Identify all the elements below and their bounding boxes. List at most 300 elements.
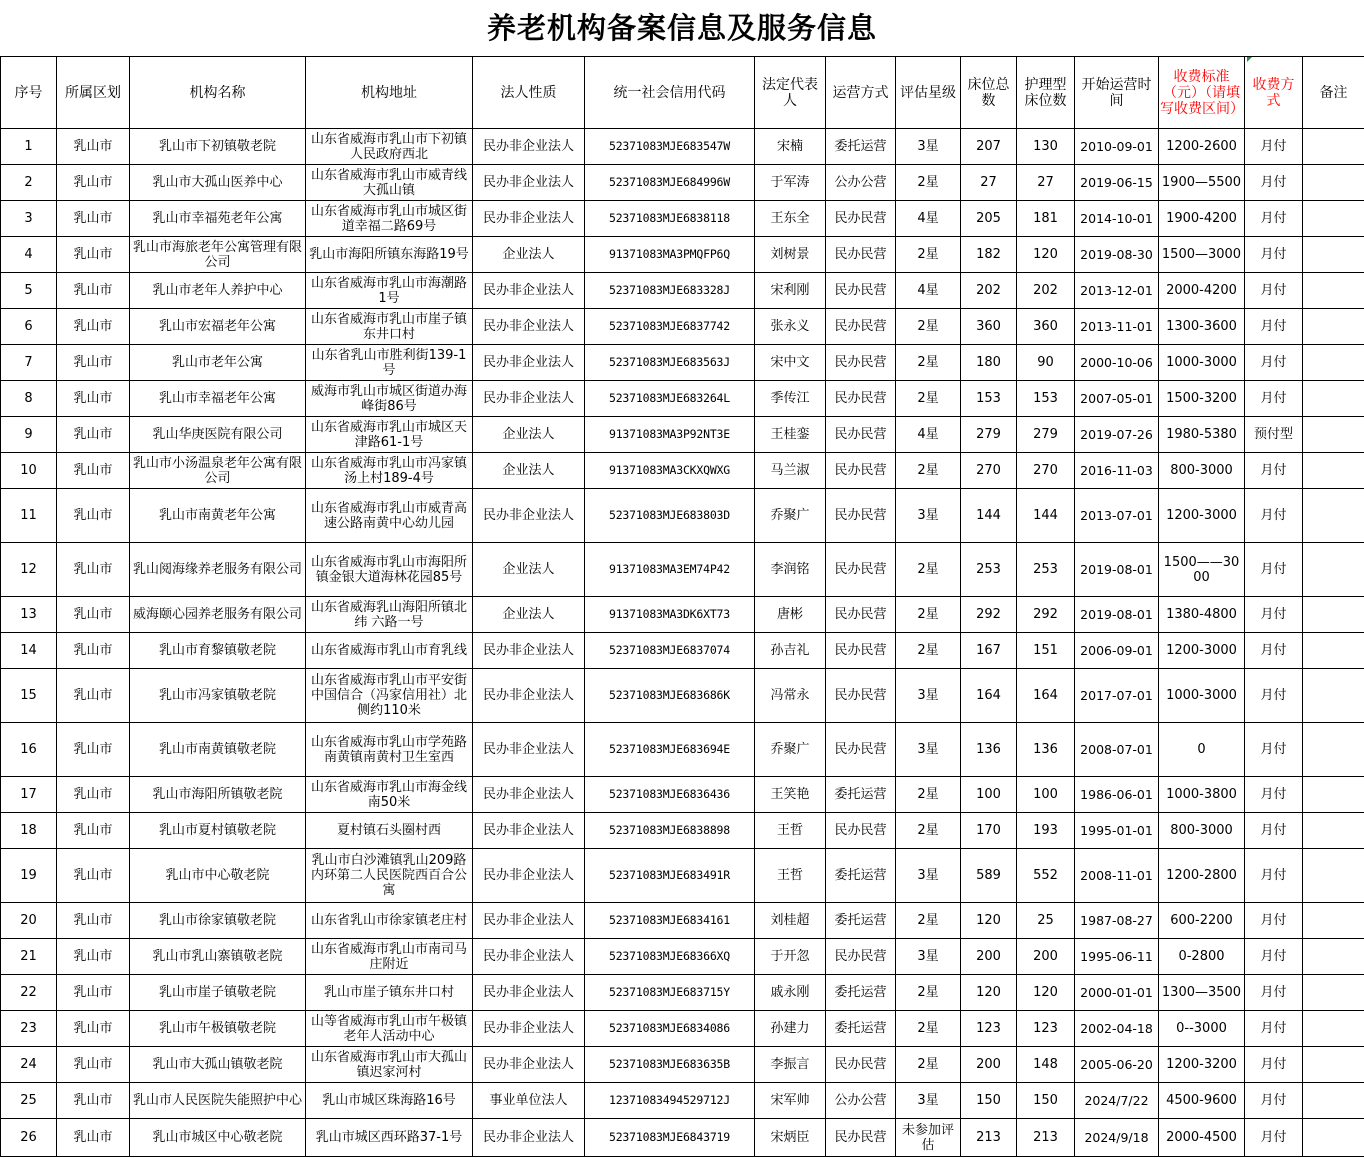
- row-start-date: 2013-12-01: [1075, 273, 1159, 309]
- table-body: [1, 129, 1364, 1157]
- row-beds: 167: [961, 633, 1017, 669]
- row-legal-type: 民办非企业法人: [473, 723, 585, 777]
- row-district: 乳山市: [57, 489, 130, 543]
- row-credit-code: 52371083MJE683715Y: [585, 975, 755, 1011]
- row-legal-rep: 乔聚广: [755, 489, 826, 543]
- header-beds: 床位总数: [961, 57, 1017, 129]
- table-row: [1, 381, 1364, 417]
- row-credit-code: 52371083MJE684996W: [585, 165, 755, 201]
- row-index: 10: [1, 453, 57, 489]
- header-row: [1, 57, 1364, 129]
- row-district: 乳山市: [57, 597, 130, 633]
- row-start-date: 1987-08-27: [1075, 903, 1159, 939]
- row-fee-range: 0: [1159, 723, 1245, 777]
- row-address: 山东省威海市乳山市大孤山镇迟家河村: [306, 1047, 473, 1083]
- row-start-date: 2019-06-15: [1075, 165, 1159, 201]
- row-name: 乳山阅海缘养老服务有限公司: [130, 543, 306, 597]
- row-rating: 3星: [896, 939, 961, 975]
- row-district: 乳山市: [57, 309, 130, 345]
- row-beds: 144: [961, 489, 1017, 543]
- row-credit-code: 52371083MJE6838118: [585, 201, 755, 237]
- row-fee-range: 0-2800: [1159, 939, 1245, 975]
- row-index: 2: [1, 165, 57, 201]
- row-start-date: 2024/9/18: [1075, 1119, 1159, 1157]
- row-name: 乳山市大孤山镇敬老院: [130, 1047, 306, 1083]
- row-fee-range: 1500-3200: [1159, 381, 1245, 417]
- row-index: 26: [1, 1119, 57, 1157]
- header-rating: 评估星级: [896, 57, 961, 129]
- row-legal-rep: 李振言: [755, 1047, 826, 1083]
- row-start-date: 2019-08-01: [1075, 543, 1159, 597]
- row-remark: [1303, 165, 1364, 201]
- row-beds: 164: [961, 669, 1017, 723]
- row-rating: 4星: [896, 201, 961, 237]
- row-legal-type: 民办非企业法人: [473, 1119, 585, 1157]
- row-operation: 委托运营: [826, 1011, 896, 1047]
- row-payment: 月付: [1245, 813, 1303, 849]
- table-row: [1, 417, 1364, 453]
- row-beds: 360: [961, 309, 1017, 345]
- row-credit-code: 52371083MJE683694E: [585, 723, 755, 777]
- row-name: 乳山市老年公寓: [130, 345, 306, 381]
- row-address: 山东省乳山市胜利街139-1号: [306, 345, 473, 381]
- row-index: 6: [1, 309, 57, 345]
- row-beds: 182: [961, 237, 1017, 273]
- row-operation: 民办民营: [826, 237, 896, 273]
- row-payment: 月付: [1245, 201, 1303, 237]
- row-index: 7: [1, 345, 57, 381]
- row-address: 山等省威海市乳山市午极镇老年人活动中心: [306, 1011, 473, 1047]
- row-address: 山东省威海市乳山市海金线南50米: [306, 777, 473, 813]
- row-beds: 202: [961, 273, 1017, 309]
- row-fee-range: 4500-9600: [1159, 1083, 1245, 1119]
- row-operation: 公办公营: [826, 1083, 896, 1119]
- page-title: 养老机构备案信息及服务信息: [486, 11, 877, 45]
- row-credit-code: 91371083MA3DK6XT73: [585, 597, 755, 633]
- row-remark: [1303, 273, 1364, 309]
- row-operation: 民办民营: [826, 345, 896, 381]
- row-fee-range: 0--3000: [1159, 1011, 1245, 1047]
- row-legal-type: 企业法人: [473, 237, 585, 273]
- row-payment: 月付: [1245, 129, 1303, 165]
- row-legal-rep: 王哲: [755, 813, 826, 849]
- row-credit-code: 52371083MJE683686K: [585, 669, 755, 723]
- row-index: 12: [1, 543, 57, 597]
- row-start-date: 2002-04-18: [1075, 1011, 1159, 1047]
- row-start-date: 2019-07-26: [1075, 417, 1159, 453]
- row-credit-code: 52371083MJE6837074: [585, 633, 755, 669]
- row-fee-range: 1500—3000: [1159, 237, 1245, 273]
- row-index: 5: [1, 273, 57, 309]
- row-care-beds: 153: [1017, 381, 1075, 417]
- row-address: 山东省乳山市徐家镇老庄村: [306, 903, 473, 939]
- row-address: 威海市乳山市城区街道办海峰街86号: [306, 381, 473, 417]
- header-remark: 备注: [1303, 57, 1364, 129]
- row-legal-rep: 马兰淑: [755, 453, 826, 489]
- row-credit-code: 52371083MJE6834161: [585, 903, 755, 939]
- row-fee-range: 1500——3000: [1159, 543, 1245, 597]
- row-payment: 月付: [1245, 1047, 1303, 1083]
- row-fee-range: 1900-4200: [1159, 201, 1245, 237]
- row-operation: 民办民营: [826, 669, 896, 723]
- row-fee-range: 1300—3500: [1159, 975, 1245, 1011]
- table-row: [1, 1083, 1364, 1119]
- row-payment: 月付: [1245, 1011, 1303, 1047]
- row-payment: 月付: [1245, 273, 1303, 309]
- row-credit-code: 91371083MA3PMQFP6Q: [585, 237, 755, 273]
- row-rating: 3星: [896, 1083, 961, 1119]
- row-address: 乳山市海阳所镇东海路19号: [306, 237, 473, 273]
- header-payment: 收费方式: [1245, 57, 1303, 129]
- table-row: [1, 273, 1364, 309]
- row-index: 16: [1, 723, 57, 777]
- row-legal-rep: 于开忽: [755, 939, 826, 975]
- row-index: 19: [1, 849, 57, 903]
- row-operation: 民办民营: [826, 723, 896, 777]
- header-care-beds: 护理型床位数: [1017, 57, 1075, 129]
- header-fee-range: 收费标准（元）（请填写收费区间）: [1159, 57, 1245, 129]
- row-operation: 委托运营: [826, 777, 896, 813]
- row-district: 乳山市: [57, 975, 130, 1011]
- row-credit-code: 52371083MJE68366XQ: [585, 939, 755, 975]
- row-start-date: 2017-07-01: [1075, 669, 1159, 723]
- row-fee-range: 1200-3200: [1159, 1047, 1245, 1083]
- row-legal-type: 企业法人: [473, 453, 585, 489]
- row-care-beds: 123: [1017, 1011, 1075, 1047]
- row-remark: [1303, 309, 1364, 345]
- row-address: 乳山市城区珠海路16号: [306, 1083, 473, 1119]
- row-care-beds: 292: [1017, 597, 1075, 633]
- row-legal-type: 民办非企业法人: [473, 1047, 585, 1083]
- row-credit-code: 91371083MA3CKXQWXG: [585, 453, 755, 489]
- row-operation: 民办民营: [826, 633, 896, 669]
- row-district: 乳山市: [57, 201, 130, 237]
- row-start-date: 2013-11-01: [1075, 309, 1159, 345]
- row-remark: [1303, 345, 1364, 381]
- row-beds: 270: [961, 453, 1017, 489]
- row-address: 乳山市白沙滩镇乳山209路内环第二人民医院西百合公寓: [306, 849, 473, 903]
- row-start-date: 2008-07-01: [1075, 723, 1159, 777]
- row-rating: 3星: [896, 669, 961, 723]
- row-care-beds: 25: [1017, 903, 1075, 939]
- row-legal-rep: 王哲: [755, 849, 826, 903]
- row-index: 14: [1, 633, 57, 669]
- row-name: 乳山市夏村镇敬老院: [130, 813, 306, 849]
- row-fee-range: 1980-5380: [1159, 417, 1245, 453]
- row-district: 乳山市: [57, 1083, 130, 1119]
- row-address: 乳山市城区西环路37-1号: [306, 1119, 473, 1157]
- table-row: [1, 849, 1364, 903]
- row-address: 山东省威海市乳山市海潮路1号: [306, 273, 473, 309]
- row-beds: 205: [961, 201, 1017, 237]
- row-remark: [1303, 597, 1364, 633]
- row-beds: 200: [961, 939, 1017, 975]
- table-row: [1, 669, 1364, 723]
- row-payment: 月付: [1245, 381, 1303, 417]
- row-legal-type: 民办非企业法人: [473, 489, 585, 543]
- row-legal-type: 民办非企业法人: [473, 273, 585, 309]
- row-care-beds: 360: [1017, 309, 1075, 345]
- row-care-beds: 150: [1017, 1083, 1075, 1119]
- row-address: 山东省威海市乳山市学苑路南黄镇南黄村卫生室西: [306, 723, 473, 777]
- row-remark: [1303, 1047, 1364, 1083]
- table-row: [1, 543, 1364, 597]
- row-index: 23: [1, 1011, 57, 1047]
- row-rating: 4星: [896, 273, 961, 309]
- row-payment: 月付: [1245, 975, 1303, 1011]
- row-credit-code: 52371083MJE683635B: [585, 1047, 755, 1083]
- row-district: 乳山市: [57, 453, 130, 489]
- row-credit-code: 52371083MJE6838898: [585, 813, 755, 849]
- row-index: 15: [1, 669, 57, 723]
- row-operation: 民办民营: [826, 453, 896, 489]
- row-fee-range: 2000-4200: [1159, 273, 1245, 309]
- table-row: [1, 165, 1364, 201]
- row-remark: [1303, 777, 1364, 813]
- row-credit-code: 52371083MJE683328J: [585, 273, 755, 309]
- row-name: 威海颐心园养老服务有限公司: [130, 597, 306, 633]
- row-name: 乳山市人民医院失能照护中心: [130, 1083, 306, 1119]
- row-remark: [1303, 1119, 1364, 1157]
- header-credit-code: 统一社会信用代码: [585, 57, 755, 129]
- row-address: 山东省威海市乳山市海阳所镇金银大道海林花园85号: [306, 543, 473, 597]
- row-legal-rep: 张永义: [755, 309, 826, 345]
- row-start-date: 2013-07-01: [1075, 489, 1159, 543]
- row-credit-code: 91371083MA3P92NT3E: [585, 417, 755, 453]
- row-start-date: 2024/7/22: [1075, 1083, 1159, 1119]
- row-remark: [1303, 669, 1364, 723]
- row-rating: 2星: [896, 1011, 961, 1047]
- row-rating: 3星: [896, 849, 961, 903]
- row-payment: 月付: [1245, 597, 1303, 633]
- row-district: 乳山市: [57, 633, 130, 669]
- row-payment: 月付: [1245, 165, 1303, 201]
- row-district: 乳山市: [57, 237, 130, 273]
- row-legal-rep: 宋中文: [755, 345, 826, 381]
- row-remark: [1303, 975, 1364, 1011]
- row-fee-range: 1000-3800: [1159, 777, 1245, 813]
- row-name: 乳山市徐家镇敬老院: [130, 903, 306, 939]
- row-payment: 月付: [1245, 1119, 1303, 1157]
- row-beds: 123: [961, 1011, 1017, 1047]
- row-operation: 民办民营: [826, 417, 896, 453]
- row-index: 25: [1, 1083, 57, 1119]
- table-row: [1, 129, 1364, 165]
- header-index: 序号: [1, 57, 57, 129]
- row-remark: [1303, 129, 1364, 165]
- row-credit-code: 91371083MA3EM74P42: [585, 543, 755, 597]
- row-fee-range: 1300-3600: [1159, 309, 1245, 345]
- row-district: 乳山市: [57, 417, 130, 453]
- row-district: 乳山市: [57, 777, 130, 813]
- table-row: [1, 975, 1364, 1011]
- row-district: 乳山市: [57, 1047, 130, 1083]
- row-start-date: 2014-10-01: [1075, 201, 1159, 237]
- row-operation: 民办民营: [826, 273, 896, 309]
- row-payment: 月付: [1245, 309, 1303, 345]
- row-name: 乳山市崖子镇敬老院: [130, 975, 306, 1011]
- row-address: 山东省威海市乳山市威青线大孤山镇: [306, 165, 473, 201]
- row-rating: 2星: [896, 381, 961, 417]
- row-credit-code: 52371083MJE683563J: [585, 345, 755, 381]
- row-legal-type: 民办非企业法人: [473, 1011, 585, 1047]
- row-rating: 2星: [896, 165, 961, 201]
- row-district: 乳山市: [57, 345, 130, 381]
- row-legal-type: 民办非企业法人: [473, 777, 585, 813]
- row-legal-rep: 宋军帅: [755, 1083, 826, 1119]
- row-fee-range: 1900—5500: [1159, 165, 1245, 201]
- table-row: [1, 723, 1364, 777]
- row-beds: 153: [961, 381, 1017, 417]
- row-legal-rep: 乔聚广: [755, 723, 826, 777]
- row-legal-type: 民办非企业法人: [473, 939, 585, 975]
- row-legal-type: 民办非企业法人: [473, 165, 585, 201]
- row-name: 乳山华庚医院有限公司: [130, 417, 306, 453]
- table-row: [1, 903, 1364, 939]
- row-beds: 136: [961, 723, 1017, 777]
- row-remark: [1303, 489, 1364, 543]
- row-care-beds: 136: [1017, 723, 1075, 777]
- row-fee-range: 1380-4800: [1159, 597, 1245, 633]
- row-operation: 委托运营: [826, 975, 896, 1011]
- row-index: 22: [1, 975, 57, 1011]
- row-care-beds: 181: [1017, 201, 1075, 237]
- row-legal-rep: 宋楠: [755, 129, 826, 165]
- row-remark: [1303, 723, 1364, 777]
- row-address: 山东省威海市乳山市平安街中国信合（冯家信用社）北侧约110米: [306, 669, 473, 723]
- row-credit-code: 52371083MJE6837742: [585, 309, 755, 345]
- row-rating: 2星: [896, 777, 961, 813]
- table-row: [1, 939, 1364, 975]
- row-start-date: 1995-06-11: [1075, 939, 1159, 975]
- row-payment: 月付: [1245, 939, 1303, 975]
- row-address: 山东省威海乳山海阳所镇北纬 六路一号: [306, 597, 473, 633]
- row-legal-rep: 王东全: [755, 201, 826, 237]
- row-remark: [1303, 849, 1364, 903]
- row-credit-code: 52371083MJE683547W: [585, 129, 755, 165]
- row-care-beds: 552: [1017, 849, 1075, 903]
- row-index: 24: [1, 1047, 57, 1083]
- table-row: [1, 1047, 1364, 1083]
- row-legal-type: 民办非企业法人: [473, 669, 585, 723]
- row-rating: 2星: [896, 237, 961, 273]
- row-rating: 2星: [896, 633, 961, 669]
- row-index: 18: [1, 813, 57, 849]
- row-start-date: 2016-11-03: [1075, 453, 1159, 489]
- row-operation: 民办民营: [826, 543, 896, 597]
- row-payment: 月付: [1245, 777, 1303, 813]
- row-payment: 月付: [1245, 345, 1303, 381]
- row-address: 山东省威海市乳山市城区天津路61-1号: [306, 417, 473, 453]
- table-row: [1, 489, 1364, 543]
- row-start-date: 1995-01-01: [1075, 813, 1159, 849]
- row-start-date: 2019-08-30: [1075, 237, 1159, 273]
- row-legal-rep: 孙吉礼: [755, 633, 826, 669]
- row-legal-type: 民办非企业法人: [473, 129, 585, 165]
- row-rating: 2星: [896, 309, 961, 345]
- row-name: 乳山市城区中心敬老院: [130, 1119, 306, 1157]
- row-operation: 民办民营: [826, 597, 896, 633]
- row-legal-rep: 刘桂超: [755, 903, 826, 939]
- row-rating: 2星: [896, 813, 961, 849]
- row-legal-type: 民办非企业法人: [473, 345, 585, 381]
- row-payment: 月付: [1245, 849, 1303, 903]
- row-care-beds: 144: [1017, 489, 1075, 543]
- row-index: 11: [1, 489, 57, 543]
- table-row: [1, 237, 1364, 273]
- row-credit-code: 52371083MJE6834086: [585, 1011, 755, 1047]
- row-name: 乳山市中心敬老院: [130, 849, 306, 903]
- row-payment: 月付: [1245, 1083, 1303, 1119]
- row-fee-range: 2000-4500: [1159, 1119, 1245, 1157]
- header-address: 机构地址: [306, 57, 473, 129]
- row-beds: 100: [961, 777, 1017, 813]
- row-rating: 未参加评估: [896, 1119, 961, 1157]
- row-beds: 170: [961, 813, 1017, 849]
- row-legal-rep: 于军涛: [755, 165, 826, 201]
- row-rating: 2星: [896, 903, 961, 939]
- row-remark: [1303, 903, 1364, 939]
- row-legal-type: 民办非企业法人: [473, 381, 585, 417]
- row-legal-type: 民办非企业法人: [473, 309, 585, 345]
- row-payment: 月付: [1245, 543, 1303, 597]
- row-legal-type: 企业法人: [473, 543, 585, 597]
- row-index: 13: [1, 597, 57, 633]
- row-name: 乳山市乳山寨镇敬老院: [130, 939, 306, 975]
- row-legal-type: 民办非企业法人: [473, 975, 585, 1011]
- row-credit-code: 12371083494529712J: [585, 1083, 755, 1119]
- row-remark: [1303, 633, 1364, 669]
- row-operation: 委托运营: [826, 849, 896, 903]
- row-fee-range: 1200-3000: [1159, 633, 1245, 669]
- row-start-date: 2008-11-01: [1075, 849, 1159, 903]
- row-district: 乳山市: [57, 669, 130, 723]
- row-payment: 月付: [1245, 903, 1303, 939]
- row-name: 乳山市午极镇敬老院: [130, 1011, 306, 1047]
- row-name: 乳山市幸福老年公寓: [130, 381, 306, 417]
- table-row: [1, 633, 1364, 669]
- row-beds: 207: [961, 129, 1017, 165]
- row-legal-rep: 季传江: [755, 381, 826, 417]
- row-address: 山东省威海市乳山市崖子镇东井口村: [306, 309, 473, 345]
- row-remark: [1303, 453, 1364, 489]
- row-legal-rep: 戚永刚: [755, 975, 826, 1011]
- row-district: 乳山市: [57, 1119, 130, 1157]
- row-legal-type: 企业法人: [473, 417, 585, 453]
- row-district: 乳山市: [57, 381, 130, 417]
- row-care-beds: 148: [1017, 1047, 1075, 1083]
- row-name: 乳山市育黎镇敬老院: [130, 633, 306, 669]
- row-care-beds: 151: [1017, 633, 1075, 669]
- row-name: 乳山市老年人养护中心: [130, 273, 306, 309]
- row-start-date: 2000-10-06: [1075, 345, 1159, 381]
- row-district: 乳山市: [57, 165, 130, 201]
- row-name: 乳山市南黄镇敬老院: [130, 723, 306, 777]
- header-legal-type: 法人性质: [473, 57, 585, 129]
- row-rating: 2星: [896, 1047, 961, 1083]
- row-start-date: 2019-08-01: [1075, 597, 1159, 633]
- row-address: 山东省威海市乳山市下初镇人民政府西北: [306, 129, 473, 165]
- row-rating: 3星: [896, 489, 961, 543]
- row-legal-type: 民办非企业法人: [473, 201, 585, 237]
- header-legal-rep: 法定代表人: [755, 57, 826, 129]
- row-rating: 2星: [896, 975, 961, 1011]
- row-district: 乳山市: [57, 939, 130, 975]
- row-legal-rep: 王桂銮: [755, 417, 826, 453]
- row-credit-code: 52371083MJE683491R: [585, 849, 755, 903]
- row-index: 8: [1, 381, 57, 417]
- row-legal-rep: 宋炳臣: [755, 1119, 826, 1157]
